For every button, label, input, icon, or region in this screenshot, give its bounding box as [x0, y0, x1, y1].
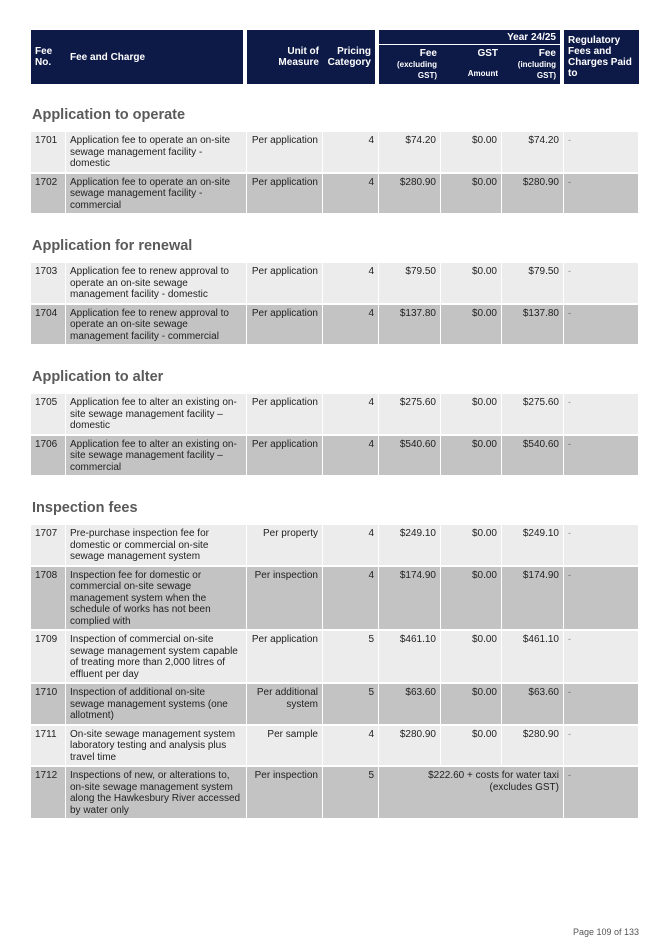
fee-excluding-gst: $174.90	[379, 567, 441, 632]
pricing-category: 4	[323, 132, 379, 174]
header-fee-incl-label: Fee	[538, 48, 556, 59]
fee-number: 1704	[31, 305, 66, 347]
pricing-category: 5	[323, 684, 379, 726]
header-fee-excl-note: (excluding GST)	[396, 60, 437, 80]
fee-including-gst: $63.60	[502, 684, 564, 726]
pricing-category: 5	[323, 631, 379, 684]
unit-of-measure: Per additional system	[247, 684, 323, 726]
fee-number: 1705	[31, 394, 66, 436]
table-row	[31, 174, 639, 216]
pricing-category: 4	[323, 726, 379, 768]
header-fee-incl-note: (including GST)	[517, 60, 556, 80]
fee-number: 1703	[31, 263, 66, 305]
table-row	[31, 263, 639, 305]
gst-amount: $0.00	[441, 436, 502, 478]
fees-body	[31, 84, 639, 820]
fee-excluding-gst: $74.20	[379, 132, 441, 174]
regulatory-paid-to: -	[564, 132, 639, 174]
header-gst-amount-label: Amount	[467, 69, 498, 78]
pricing-category: 4	[323, 525, 379, 567]
section-header-row	[31, 477, 639, 525]
fee-including-gst: $79.50	[502, 263, 564, 305]
unit-of-measure: Per sample	[247, 726, 323, 768]
fee-merged-note: $222.60 + costs for water taxi (excludes GST)	[379, 767, 564, 820]
fee-description: Application fee to renew approval to operate an on-site sewage management facility - domestic	[66, 263, 247, 305]
fee-excluding-gst: $79.50	[379, 263, 441, 305]
fee-excluding-gst: $137.80	[379, 305, 441, 347]
unit-of-measure: Per application	[247, 305, 323, 347]
regulatory-paid-to: -	[564, 394, 639, 436]
fee-including-gst: $461.10	[502, 631, 564, 684]
header-pricing-category: Pricing Category	[323, 30, 379, 84]
fee-including-gst: $74.20	[502, 132, 564, 174]
table-row	[31, 394, 639, 436]
fee-number: 1708	[31, 567, 66, 632]
section-title: Application to alter	[31, 346, 639, 394]
gst-amount: $0.00	[441, 394, 502, 436]
header-gst-label: GST	[477, 48, 498, 59]
table-row	[31, 305, 639, 347]
regulatory-paid-to: -	[564, 525, 639, 567]
header-regulatory: Regulatory Fees and Charges Paid to	[564, 30, 639, 84]
regulatory-paid-to: -	[564, 305, 639, 347]
section-title: Inspection fees	[31, 477, 639, 525]
pricing-category: 4	[323, 305, 379, 347]
gst-amount: $0.00	[441, 567, 502, 632]
pricing-category: 4	[323, 394, 379, 436]
fee-description: On-site sewage management system laboratory testing and analysis plus travel time	[66, 726, 247, 768]
unit-of-measure: Per application	[247, 394, 323, 436]
header-fee-excl-label: Fee	[419, 48, 437, 59]
header-fee-no: Fee No.	[31, 30, 66, 84]
fee-description: Application fee to operate an on-site sewage management facility - domestic	[66, 132, 247, 174]
fee-number: 1711	[31, 726, 66, 768]
unit-of-measure: Per application	[247, 631, 323, 684]
section-title: Application for renewal	[31, 215, 639, 263]
fee-description: Application fee to alter an existing on-site sewage management facility – domestic	[66, 394, 247, 436]
fee-including-gst: $280.90	[502, 726, 564, 768]
gst-amount: $0.00	[441, 132, 502, 174]
regulatory-paid-to: -	[564, 263, 639, 305]
unit-of-measure: Per application	[247, 436, 323, 478]
fee-description: Pre-purchase inspection fee for domestic or commercial on-site sewage management system	[66, 525, 247, 567]
header-fee-including-gst	[502, 45, 564, 84]
fee-including-gst: $280.90	[502, 174, 564, 216]
section-header-row	[31, 346, 639, 394]
table-row	[31, 436, 639, 478]
regulatory-paid-to: -	[564, 567, 639, 632]
header-fee-and-charge: Fee and Charge	[66, 30, 247, 84]
regulatory-paid-to: -	[564, 436, 639, 478]
header-fee-excluding-gst	[379, 45, 441, 84]
unit-of-measure: Per application	[247, 132, 323, 174]
fee-excluding-gst: $280.90	[379, 726, 441, 768]
fee-number: 1712	[31, 767, 66, 820]
table-row	[31, 631, 639, 684]
fee-number: 1710	[31, 684, 66, 726]
fee-excluding-gst: $275.60	[379, 394, 441, 436]
table-row	[31, 525, 639, 567]
fee-description: Application fee to renew approval to operate an on-site sewage management facility - commercial	[66, 305, 247, 347]
fee-including-gst: $249.10	[502, 525, 564, 567]
pricing-category: 4	[323, 174, 379, 216]
pricing-category: 4	[323, 567, 379, 632]
pricing-category: 4	[323, 263, 379, 305]
page-number: Page 109 of 133	[572, 927, 639, 937]
unit-of-measure: Per inspection	[247, 767, 323, 820]
gst-amount: $0.00	[441, 174, 502, 216]
gst-amount: $0.00	[441, 263, 502, 305]
header-year: Year 24/25	[379, 30, 564, 45]
regulatory-paid-to: -	[564, 684, 639, 726]
fee-description: Application fee to operate an on-site sewage management facility - commercial	[66, 174, 247, 216]
fee-description: Inspections of new, or alterations to, on-site sewage management system along the Hawkesbury River accessed by water only	[66, 767, 247, 820]
table-row	[31, 726, 639, 768]
table-row	[31, 684, 639, 726]
unit-of-measure: Per inspection	[247, 567, 323, 632]
pricing-category: 5	[323, 767, 379, 820]
table-row	[31, 132, 639, 174]
fee-including-gst: $540.60	[502, 436, 564, 478]
table-row	[31, 567, 639, 632]
fee-number: 1709	[31, 631, 66, 684]
unit-of-measure: Per application	[247, 263, 323, 305]
header-gst-amount	[441, 45, 502, 84]
gst-amount: $0.00	[441, 525, 502, 567]
pricing-category: 4	[323, 436, 379, 478]
fees-table	[31, 30, 639, 820]
fee-excluding-gst: $461.10	[379, 631, 441, 684]
section-header-row	[31, 215, 639, 263]
fee-description: Inspection of commercial on-site sewage management system capable of treating more than 2,000 litres of effluent per day	[66, 631, 247, 684]
section-header-row	[31, 84, 639, 132]
fee-description: Application fee to alter an existing on-site sewage management facility – commercial	[66, 436, 247, 478]
regulatory-paid-to: -	[564, 631, 639, 684]
fee-number: 1701	[31, 132, 66, 174]
fee-including-gst: $137.80	[502, 305, 564, 347]
regulatory-paid-to: -	[564, 726, 639, 768]
fee-including-gst: $275.60	[502, 394, 564, 436]
fee-excluding-gst: $63.60	[379, 684, 441, 726]
fee-excluding-gst: $280.90	[379, 174, 441, 216]
gst-amount: $0.00	[441, 684, 502, 726]
unit-of-measure: Per application	[247, 174, 323, 216]
regulatory-paid-to: -	[564, 174, 639, 216]
fee-description: Inspection of additional on-site sewage management systems (one allotment)	[66, 684, 247, 726]
fee-excluding-gst: $540.60	[379, 436, 441, 478]
header-unit-of-measure: Unit of Measure	[247, 30, 323, 84]
table-row	[31, 767, 639, 820]
fee-description: Inspection fee for domestic or commercial on-site sewage management system when the schedule of works has not been complied with	[66, 567, 247, 632]
regulatory-paid-to: -	[564, 767, 639, 820]
section-title: Application to operate	[31, 84, 639, 132]
unit-of-measure: Per property	[247, 525, 323, 567]
gst-amount: $0.00	[441, 305, 502, 347]
fee-number: 1702	[31, 174, 66, 216]
fee-number: 1707	[31, 525, 66, 567]
gst-amount: $0.00	[441, 631, 502, 684]
fee-excluding-gst: $249.10	[379, 525, 441, 567]
fee-number: 1706	[31, 436, 66, 478]
gst-amount: $0.00	[441, 726, 502, 768]
fee-including-gst: $174.90	[502, 567, 564, 632]
